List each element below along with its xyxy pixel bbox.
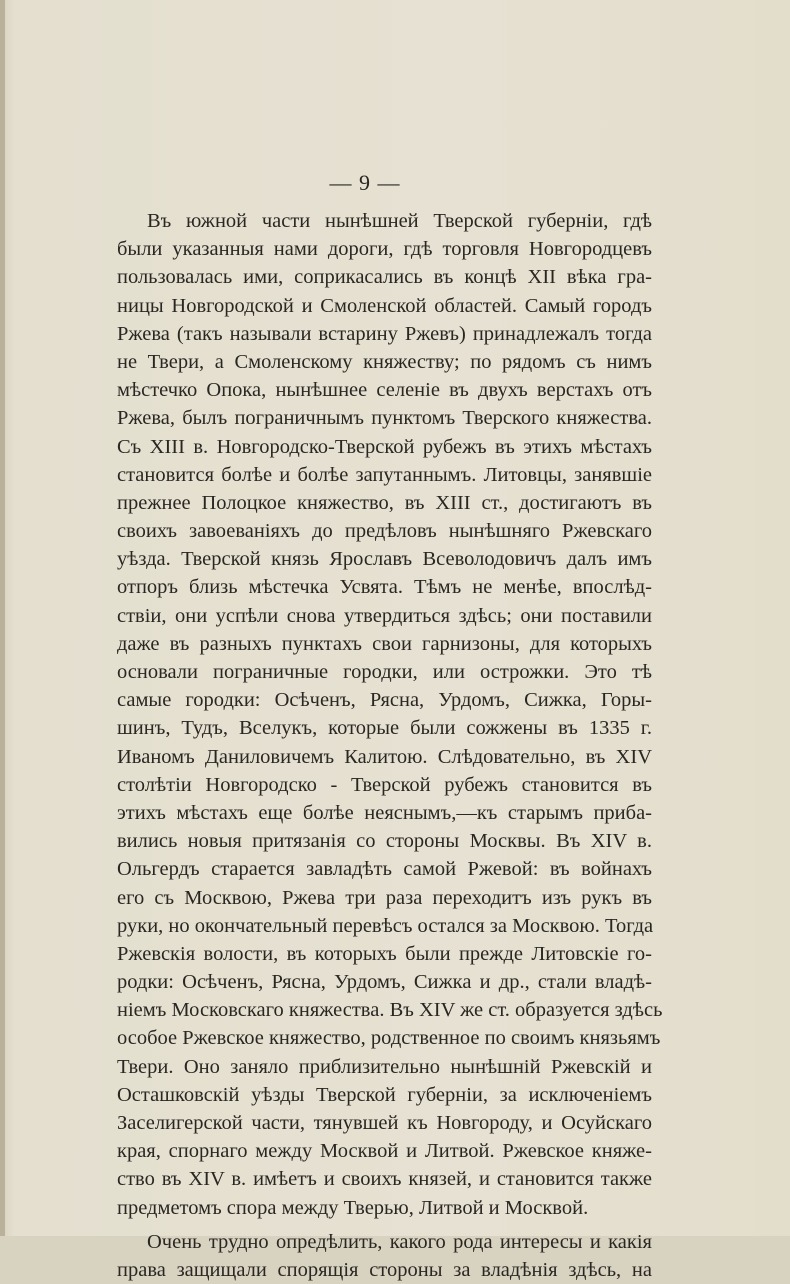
- text-line: уѣзда. Тверской князь Ярославъ Всеволодовичъ далъ имъ: [117, 548, 652, 571]
- text-line: особое Ржевское княжество, родственное по своимъ князьямъ: [117, 1027, 661, 1050]
- paragraph-1: [117, 207, 663, 1222]
- text-line: его съ Москвою, Ржева три раза переходитъ изъ рукъ въ: [117, 886, 652, 909]
- text-line: Въ южной части нынѣшней Тверской губерніи, гдѣ: [147, 210, 652, 232]
- text-line: пользовалась ими, соприкасались въ концѣ XII вѣка гра-: [117, 266, 652, 289]
- text-line: даже въ разныхъ пунктахъ свои гарнизоны, для которыхъ: [117, 632, 652, 655]
- text-line: предметомъ спора между Тверью, Литвой и Москвой.: [117, 1196, 589, 1219]
- text-line: отпоръ близь мѣстечка Усвята. Тѣмъ не менѣе, впослѣд-: [117, 576, 652, 599]
- text-line: Твери. Оно заняло приблизительно нынѣшній Ржевскій и: [117, 1055, 652, 1078]
- text-line: прежнее Полоцкое княжество, въ XIII ст., достигаютъ въ: [117, 491, 652, 514]
- text-line: были указанныя нами дороги, гдѣ торговля Новгородцевъ: [117, 238, 652, 261]
- text-line: Съ XIII в. Новгородско-Тверской рубежъ въ этихъ мѣстахъ: [117, 435, 652, 458]
- text-line: этихъ мѣстахъ еще болѣе неяснымъ,—къ старымъ приба-: [117, 801, 652, 824]
- text-line: ство въ XIV в. имѣетъ и своихъ князей, и становится также: [117, 1168, 652, 1191]
- text-line: своихъ завоеваніяхъ до предѣловъ нынѣшняго Ржевскаго: [117, 520, 652, 543]
- text-line: становится болѣе и болѣе запутаннымъ. Литовцы, занявшіе: [117, 463, 652, 486]
- page-number: — 9 —: [329, 170, 401, 195]
- text-line: Очень трудно опредѣлить, какого рода интересы и какія: [147, 1230, 652, 1253]
- text-line: Заселигерской части, тянувшей къ Новгороду, и Осуйскаго: [117, 1112, 652, 1134]
- text-line: ствіи, они успѣли снова утвердиться здѣсь; они поставили: [117, 604, 652, 627]
- text-line: Иваномъ Даниловичемъ Калитою. Слѣдовательно, въ XIV: [117, 745, 652, 768]
- text-line: вились новыя притязанія со стороны Москвы. Въ XIV в.: [117, 830, 652, 853]
- text-line: Ржева, былъ пограничнымъ пунктомъ Тверского княжества.: [117, 407, 652, 430]
- text-line: шинъ, Тудъ, Вселукъ, которые были сожжены въ 1335 г.: [117, 717, 652, 740]
- text-line: родки: Осѣченъ, Рясна, Урдомъ, Сижка и др., стали владѣ-: [117, 971, 652, 994]
- text-line: Ржева (такъ называли встарину Ржевъ) принадлежалъ тогда: [117, 322, 652, 345]
- text-line: не Твери, а Смоленскому княжеству; по рядомъ съ нимъ: [117, 350, 652, 373]
- text-line: мѣстечко Опока, нынѣшнее селеніе въ двухъ верстахъ отъ: [117, 379, 652, 402]
- body-text: [117, 207, 663, 1284]
- text-line: права защищали спорящія стороны за владѣнія здѣсь, на: [117, 1258, 652, 1281]
- text-line: Осташковскій уѣзды Тверской губерніи, за исключеніемъ: [117, 1083, 652, 1106]
- text-line: столѣтіи Новгородско - Тверской рубежъ становится въ: [117, 773, 652, 796]
- text-line: ніемъ Московскаго княжества. Въ XIV же ст. образуется здѣсь: [117, 999, 663, 1022]
- text-line: основали пограничные городки, или острожки. Это тѣ: [117, 661, 652, 683]
- text-line: ницы Новгородской и Смоленской областей. Самый городъ: [117, 294, 652, 317]
- text-line: края, спорнаго между Москвой и Литвой. Ржевское княже-: [117, 1140, 652, 1163]
- text-line: Ольгердъ старается завладѣть самой Ржевой: въ войнахъ: [117, 858, 652, 881]
- text-line: самые городки: Осѣченъ, Рясна, Урдомъ, Сижка, Горы-: [117, 689, 652, 712]
- paragraph-2: [117, 1228, 652, 1284]
- text-line: Ржевскія волости, въ которыхъ были прежде Литовскіе го-: [117, 942, 652, 965]
- text-line: руки, но окончательный перевѣсъ остался за Москвою. Тогда: [117, 914, 654, 937]
